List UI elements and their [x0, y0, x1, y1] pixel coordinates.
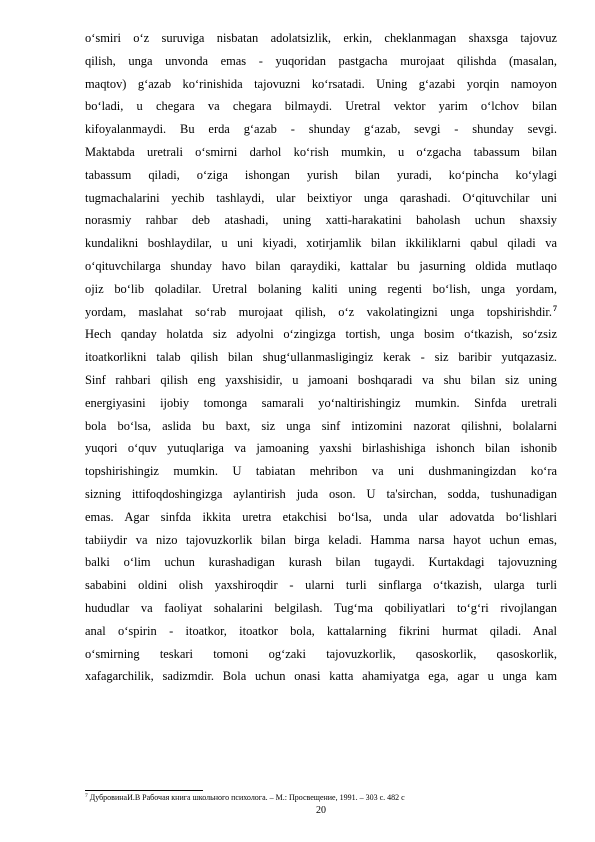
text-line: itoatkorlikni talab qilish bilan shug‘ullanmasligingiz kerak - siz baribir yutqazasiz. [85, 350, 557, 365]
text-line: anal o‘spirin - itoatkor, itoatkor bola, kattalarning fikrini hurmat qiladi. Anal [85, 623, 557, 638]
text-line: o‘smiri o‘z suruviga nisbatan adolatsizlik, erkin, cheklanmagan shaxsga tajovuz [85, 31, 557, 45]
text-line: o‘smirning teskari tomoni og‘zaki tajovuzkorlik, qasoskorlik, qasoskorlik, [85, 646, 557, 661]
text-line: kifoyalanmaydi. Bu erda g‘azab - shunday g‘azab, sevgi - shunday sevgi. [85, 122, 557, 137]
text-line: o‘qituvchilarga shunday havo bilan qaraydiki, kattalar bu jasurning oldida mutlaqo [85, 258, 557, 273]
text-line: ojiz bo‘lib qoladilar. Uretral bolaning kaliti uning regenti bo‘lish, unga yordam, [85, 281, 557, 296]
text-line: Sinf rahbari qilish eng yaxshisidir, u jamoani boshqaradi va shu bilan siz uning [85, 372, 557, 387]
footnote-marker: 7 [85, 793, 88, 799]
text-line: tugmachalarini yechib tashlaydi, ular beixtiyor unga qarashadi. O‘qituvchilar uni [85, 190, 557, 205]
footnote-divider [85, 790, 203, 791]
text-line: Hech qanday holatda siz adyolni o‘zingizga tortish, unga bosim o‘tkazish, so‘zsiz [85, 327, 557, 342]
text-line: tabassum qiladi, o‘ziga ishongan yurish bilan yuradi, ko‘pincha ko‘ylagi [85, 167, 557, 182]
body-text [85, 27, 557, 688]
text-line: emas. Agar sinfda ikkita uretra etakchisi bo‘lsa, unda ular adovatda bo‘lishlari [85, 509, 557, 524]
text-line: yuqori o‘quv yutuqlariga va jamoaning yaxshi birlashishiga ishonch bilan ishonib [85, 441, 557, 456]
text-line-with-footnote [85, 301, 557, 324]
text-line: qilish, unga unvonda emas - yuqoridan pastgacha murojaat qilishda (masalan, [85, 53, 557, 68]
footnote-reference[interactable]: 7 [553, 303, 557, 313]
text-line: energiyasini ijobiy tomonga samarali yo‘naltirishingiz mumkin. Sinfda uretrali [85, 395, 557, 410]
text-line: norasmiy rahbar deb atashadi, uning xatti-harakatini baholash uchun shaxsiy [85, 213, 557, 228]
text-line: bola bo‘lsa, aslida bu baxt, siz unga sinf intizomini nazorat qilishni, bolalarni [85, 418, 557, 433]
text-line: maqtov) g‘azab ko‘rinishida tajovuzni ko‘rsatadi. Uning g‘azabi yorqin namoyon [85, 76, 557, 91]
text-line: sizning ittifoqdoshingizga aylantirish juda oson. U ta'sirchan, sodda, tushunadigan [85, 486, 557, 501]
text-line: topshirishingiz mumkin. U tabiatan mehribon va uni dushmaningizdan ko‘ra [85, 464, 557, 479]
text-line: balki o‘lim uchun kurashadigan kurash bilan tugaydi. Kurtakdagi tajovuzning [85, 555, 557, 570]
text-line: hududlar va faoliyat sohalarini belgilash. Tug‘ma qobiliyatlari to‘g‘ri rivojlangan [85, 600, 557, 615]
footnote-text: ДубровинаИ.В Рабочая книга школьного психолога. – М.: Просвещение, 1991. – 303 с. 482 с [87, 793, 405, 802]
footnote [85, 793, 557, 803]
text-line: bo‘ladi, u chegara va chegara bilmaydi. Uretral vektor yarim o‘lchov bilan [85, 99, 557, 114]
text-line: sababini oldini olish yaxshiroqdir - ularni turli sinflarga o‘tkazish, ularga turli [85, 578, 557, 593]
text-line: Maktabda uretrali o‘smirni darhol ko‘rish mumkin, u o‘zgacha tabassum bilan [85, 144, 557, 159]
text-line: tabiiydir va nizo tajovuzkorlik bilan birga keladi. Hamma narsa hayot uchun emas, [85, 532, 557, 547]
text-line: kundalikni boshlaydilar, u uni kiyadi, xotirjamlik bilan ikkiliklarni qabul qiladi va [85, 236, 557, 251]
text-line-content: yordam, maslahat so‘rab murojaat qilish, o‘z vakolatingizni unga topshirishdir. [85, 304, 552, 319]
page-number: 20 [316, 805, 326, 816]
text-line: xafagarchilik, sadizmdir. Bola uchun onasi katta ahamiyatga ega, agar u unga kam [85, 669, 557, 684]
